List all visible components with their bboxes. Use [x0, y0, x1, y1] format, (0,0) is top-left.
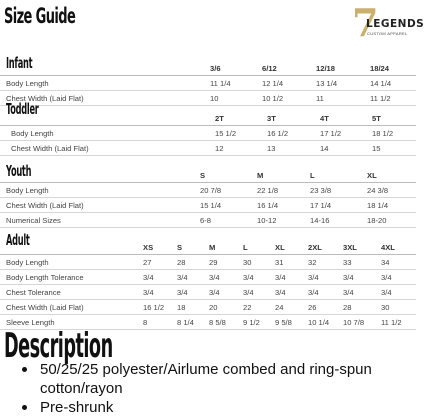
row-label: Chest Tolerance: [6, 288, 61, 297]
table-row: [0, 270, 416, 285]
row-label: Chest Width (Laid Flat): [6, 94, 84, 103]
cell-value: 18-20: [367, 216, 387, 225]
cell-value: 28: [343, 303, 352, 312]
description-title: Description: [4, 326, 113, 366]
cell-value: 10: [210, 94, 219, 103]
table-row: [0, 126, 416, 141]
size-col-header: S: [177, 243, 183, 252]
cell-value: 23 3/8: [310, 186, 332, 195]
table-row: [0, 300, 416, 315]
cell-value: 15: [372, 144, 381, 153]
cell-value: 12: [215, 144, 224, 153]
cell-value: 10 1/4: [308, 318, 330, 327]
row-label: Body Length: [6, 258, 49, 267]
size-col-header: 12/18: [316, 64, 336, 73]
cell-value: 10 7/8: [343, 318, 365, 327]
cell-value: 20: [209, 303, 218, 312]
cell-value: 3/4: [381, 288, 392, 297]
cell-value: 3/4: [308, 273, 319, 282]
table-header-row: [0, 240, 416, 255]
cell-value: 29: [209, 258, 218, 267]
cell-value: 14 1/4: [370, 79, 392, 88]
table-header-row: [0, 168, 416, 183]
cell-value: 11: [316, 94, 324, 103]
size-col-header: 5T: [372, 114, 381, 123]
size-col-header: XL: [367, 171, 377, 180]
section-title-adult: Adult: [6, 231, 30, 249]
section-title-infant: Infant: [6, 54, 33, 72]
cell-value: 17 1/4: [310, 201, 332, 210]
cell-value: 18: [177, 303, 186, 312]
cell-value: 11 1/4: [210, 79, 231, 88]
table-header-row: [0, 61, 416, 76]
cell-value: 26: [308, 303, 317, 312]
table-header-row: [0, 111, 416, 126]
cell-value: 30: [381, 303, 390, 312]
cell-value: 32: [308, 258, 317, 267]
cell-value: 30: [243, 258, 252, 267]
cell-value: 13 1/4: [316, 79, 338, 88]
cell-value: 8: [143, 318, 148, 327]
cell-value: 9 1/2: [243, 318, 260, 327]
cell-value: 10 1/2: [262, 94, 284, 103]
row-label: Numerical Sizes: [6, 216, 61, 225]
table-row: [0, 255, 416, 270]
cell-value: 15 1/2: [215, 129, 237, 138]
cell-value: 16 1/4: [257, 201, 279, 210]
row-label: Body Length: [6, 79, 49, 88]
table-row: [0, 198, 416, 213]
row-label: Sleeve Length: [6, 318, 55, 327]
size-col-header: 6/12: [262, 64, 277, 73]
table-row: [0, 213, 416, 228]
cell-value: 3/4: [381, 273, 392, 282]
size-col-header: 3XL: [343, 243, 357, 252]
table-row: [0, 91, 416, 106]
cell-value: 17 1/2: [320, 129, 342, 138]
page-title: Size Guide: [4, 4, 76, 28]
cell-value: 11 1/2: [381, 318, 402, 327]
table-row: [0, 141, 416, 156]
cell-value: 3/4: [243, 273, 254, 282]
row-label: Body Length Tolerance: [6, 273, 84, 282]
cell-value: 3/4: [343, 273, 354, 282]
size-col-header: L: [310, 171, 315, 180]
row-label: Chest Width (Laid Flat): [11, 144, 89, 153]
size-col-header: L: [243, 243, 248, 252]
logo-tagline: CUSTOM APPAREL: [367, 31, 408, 36]
size-col-header: XL: [275, 243, 285, 252]
cell-value: 22: [243, 303, 252, 312]
cell-value: 8 1/4: [177, 318, 194, 327]
cell-value: 22 1/8: [257, 186, 279, 195]
cell-value: 31: [275, 258, 284, 267]
cell-value: 8 5/8: [209, 318, 226, 327]
cell-value: 3/4: [308, 288, 319, 297]
cell-value: 14: [320, 144, 329, 153]
size-col-header: 4XL: [381, 243, 395, 252]
size-col-header: M: [209, 243, 216, 252]
size-col-header: 18/24: [370, 64, 390, 73]
table-row: [0, 76, 416, 91]
cell-value: 3/4: [177, 288, 188, 297]
cell-value: 24: [275, 303, 284, 312]
list-item: 50/25/25 polyester/Airlume combed and ring-spun cotton/rayon: [22, 360, 412, 398]
size-col-header: 2XL: [308, 243, 322, 252]
cell-value: 16 1/2: [267, 129, 289, 138]
cell-value: 13: [267, 144, 276, 153]
cell-value: 15 1/4: [200, 201, 222, 210]
brand-logo: [352, 0, 424, 45]
cell-value: 3/4: [275, 273, 286, 282]
cell-value: 18 1/2: [372, 129, 394, 138]
cell-value: 24 3/8: [367, 186, 389, 195]
cell-value: 3/4: [209, 288, 220, 297]
cell-value: 3/4: [343, 288, 354, 297]
cell-value: 3/4: [143, 288, 154, 297]
cell-value: 3/4: [143, 273, 154, 282]
cell-value: 11 1/2: [370, 94, 391, 103]
cell-value: 14-16: [310, 216, 330, 225]
cell-value: 9 5/8: [275, 318, 292, 327]
cell-value: 12 1/4: [262, 79, 284, 88]
cell-value: 3/4: [275, 288, 286, 297]
size-table-adult: [0, 240, 416, 330]
size-col-header: S: [200, 171, 206, 180]
cell-value: 34: [381, 258, 390, 267]
cell-value: 27: [143, 258, 152, 267]
cell-value: 10-12: [257, 216, 277, 225]
row-label: Chest Width (Laid Flat): [6, 201, 84, 210]
cell-value: 3/4: [177, 273, 188, 282]
size-col-header: XS: [143, 243, 154, 252]
cell-value: 16 1/2: [143, 303, 165, 312]
cell-value: 3/4: [243, 288, 254, 297]
size-table-youth: [0, 168, 416, 228]
logo-brand: LEGENDS: [366, 18, 424, 30]
size-col-header: M: [257, 171, 264, 180]
row-label: Body Length: [6, 186, 49, 195]
row-label: Chest Width (Laid Flat): [6, 303, 84, 312]
size-col-header: 4T: [320, 114, 329, 123]
cell-value: 20 7/8: [200, 186, 222, 195]
section-title-youth: Youth: [6, 162, 32, 180]
size-col-header: 3T: [267, 114, 276, 123]
cell-value: 18 1/4: [367, 201, 389, 210]
table-row: [0, 285, 416, 300]
description-list: [22, 360, 412, 417]
logo-numeral: 7: [352, 0, 379, 45]
size-col-header: 3/6: [210, 64, 221, 73]
table-row: [0, 183, 416, 198]
list-item: Pre-shrunk: [22, 398, 412, 417]
cell-value: 6-8: [200, 216, 211, 225]
cell-value: 28: [177, 258, 186, 267]
section-title-toddler: Toddler: [6, 100, 39, 118]
size-table-toddler: [0, 111, 416, 156]
size-col-header: 2T: [215, 114, 224, 123]
cell-value: 33: [343, 258, 352, 267]
cell-value: 3/4: [209, 273, 220, 282]
size-table-infant: [0, 61, 416, 106]
row-label: Body Length: [11, 129, 54, 138]
